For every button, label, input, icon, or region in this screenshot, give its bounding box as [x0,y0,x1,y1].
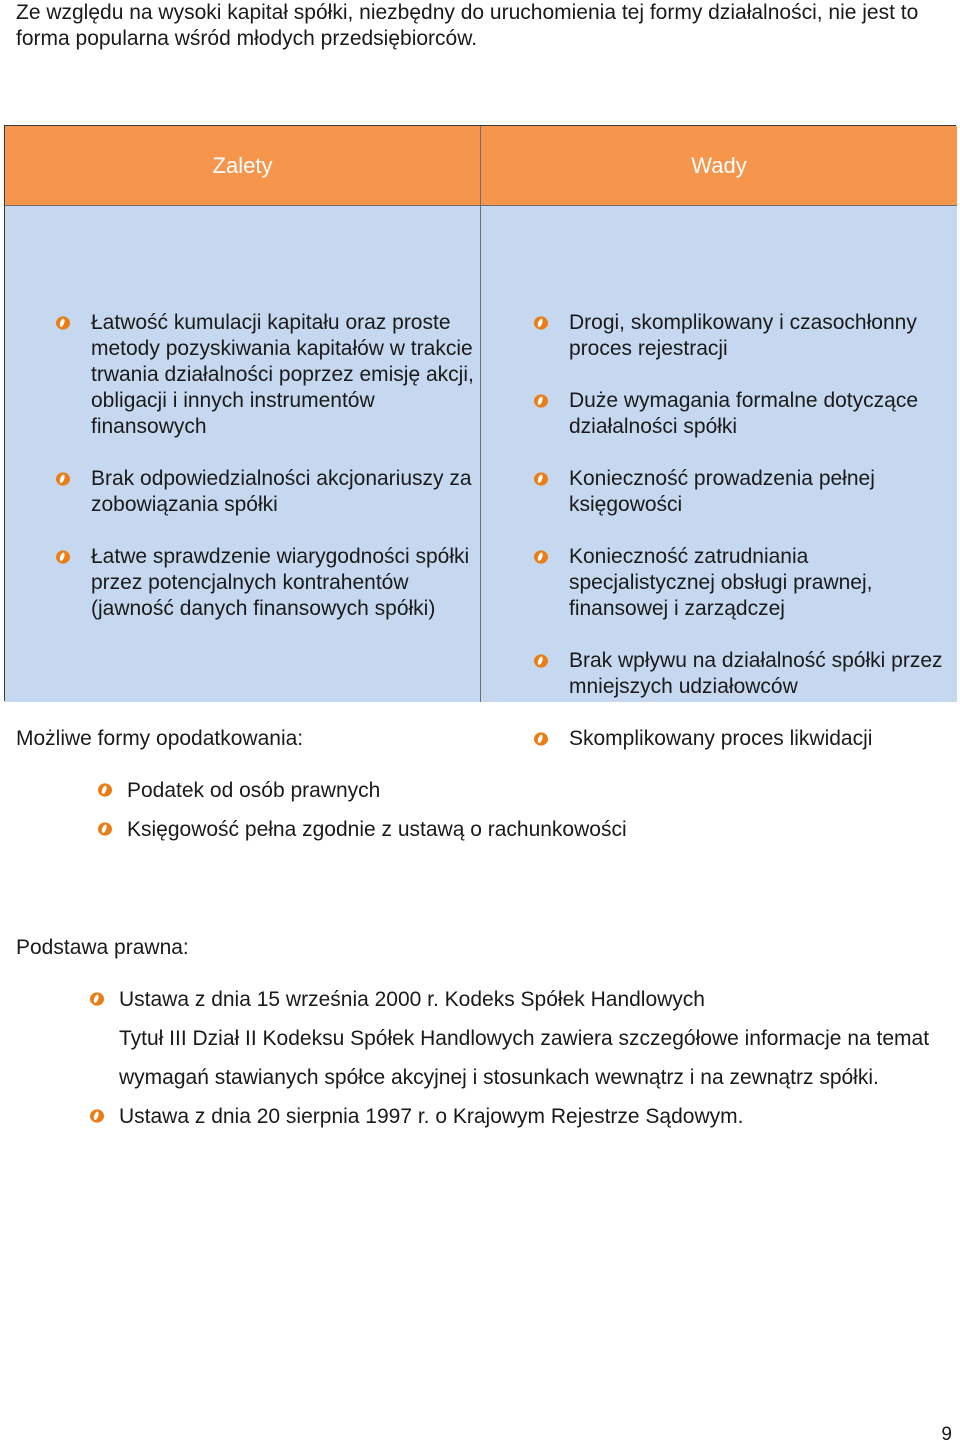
cons-item [569,648,953,700]
bullet-icon [533,549,549,565]
pros-cell [5,206,481,702]
legal-basis-label: Podstawa prawna: [16,936,189,959]
intro-paragraph: Ze względu na wysoki kapitał spółki, niezbędny do uruchomienia tej formy działalności, nie jest to forma popularna wśród młodych przedsiębiorców. [16,1,919,50]
taxation-list [127,771,927,849]
pros-item-text: Brak odpowiedzialności akcjonariuszy za zobowiązania spółki [91,467,472,516]
cons-item [569,726,953,752]
pros-item-text: Łatwość kumulacji kapitału oraz proste metody pozyskiwania kapitałów w trakcie trwania działalności poprzez emisję akcji, obligacji i innych instrumentów finansowych [91,311,474,438]
taxation-item [127,810,927,849]
pros-item [91,310,474,440]
taxation-item-text: Podatek od osób prawnych [127,779,381,802]
bullet-icon [55,471,71,487]
cons-item [569,388,953,440]
bullet-icon [97,821,113,837]
pros-item [91,544,474,622]
bullet-icon [533,731,549,747]
bullet-icon [89,1108,105,1124]
bullet-icon [533,653,549,669]
bullet-icon [533,471,549,487]
pros-item [91,466,474,518]
bullet-icon [89,991,105,1007]
bullet-icon [533,393,549,409]
cons-item-text: Duże wymagania formalne dotyczące działalności spółki [569,389,919,438]
cons-item-text: Brak wpływu na działalność spółki przez mniejszych udziałowców [569,649,943,698]
legal-basis-list [119,980,939,1136]
cons-item [569,310,953,362]
cons-item-text: Drogi, skomplikowany i czasochłonny proces rejestracji [569,311,917,360]
cons-item-text: Konieczność prowadzenia pełnej księgowości [569,467,875,516]
pros-header: Zalety [5,126,481,206]
cons-item [569,544,953,622]
taxation-label: Możliwe formy opodatkowania: [16,727,304,750]
pros-item-text: Łatwe sprawdzenie wiarygodności spółki przez potencjalnych kontrahentów (jawność danych finansowych spółki) [91,545,470,620]
cons-item-text: Skomplikowany proces likwidacji [569,727,873,750]
cons-item [569,466,953,518]
bullet-icon [533,315,549,331]
cons-cell [481,206,957,750]
legal-basis-item-continuation: Tytuł III Dział II Kodeksu Spółek Handlowych zawiera szczegółowe informacje na temat wymagań stawianych spółce akcyjnej i stosunkach wewnątrz i na zewnątrz spółki. [119,1027,930,1089]
taxation-item-text: Księgowość pełna zgodnie z ustawą o rachunkowości [127,818,627,841]
legal-basis-item [119,980,939,1097]
bullet-icon [97,782,113,798]
page-number: 9 [941,1424,952,1445]
bullet-icon [55,315,71,331]
legal-basis-item-text: Ustawa z dnia 20 sierpnia 1997 r. o Krajowym Rejestrze Sądowym. [119,1105,744,1128]
cons-header: Wady [481,126,957,206]
bullet-icon [55,549,71,565]
legal-basis-item [119,1097,939,1136]
taxation-item [127,771,927,810]
cons-item-text: Konieczność zatrudniania specjalistycznej obsługi prawnej, finansowej i zarządczej [569,545,873,620]
legal-basis-item-text: Ustawa z dnia 15 września 2000 r. Kodeks Spółek Handlowych [119,988,705,1011]
